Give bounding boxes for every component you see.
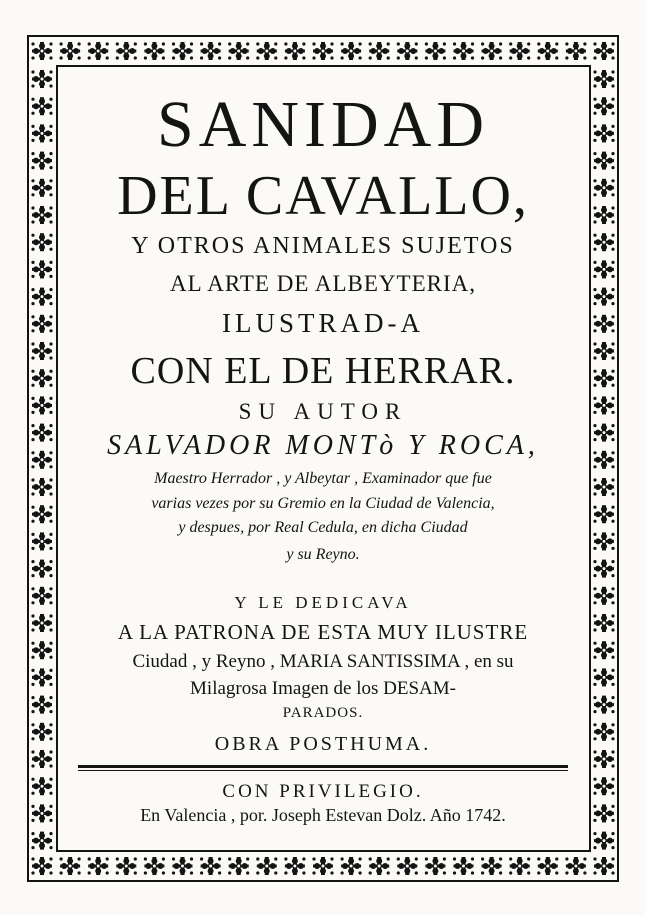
fleuron-ornament bbox=[593, 723, 614, 741]
fleuron-ornament bbox=[593, 668, 614, 686]
fleuron-ornament bbox=[593, 70, 614, 88]
with-line: CON EL DE HERRAR. bbox=[130, 350, 516, 392]
fleuron-ornament bbox=[509, 42, 530, 60]
fleuron-ornament bbox=[31, 42, 52, 60]
fleuron-ornament bbox=[88, 42, 109, 60]
fleuron-ornament bbox=[31, 777, 52, 795]
fleuron-ornament bbox=[593, 587, 614, 605]
fleuron-ornament bbox=[593, 288, 614, 306]
fleuron-ornament bbox=[593, 233, 614, 251]
title-line-1: SANIDAD bbox=[157, 88, 489, 161]
dedication-heading: Y LE DEDICAVA bbox=[234, 593, 412, 612]
fleuron-ornament bbox=[593, 206, 614, 224]
fleuron-ornament bbox=[593, 505, 614, 523]
fleuron-ornament bbox=[453, 857, 474, 875]
fleuron-ornament bbox=[397, 857, 418, 875]
fleuron-ornament bbox=[593, 478, 614, 496]
text-block bbox=[74, 82, 572, 827]
dedication-line-1: A LA PATRONA DE ESTA MUY ILUSTRE bbox=[117, 620, 529, 644]
fleuron-ornament bbox=[509, 857, 530, 875]
fleuron-ornament bbox=[31, 587, 52, 605]
fleuron-ornament bbox=[31, 124, 52, 142]
fleuron-ornament bbox=[31, 369, 52, 387]
fleuron-ornament bbox=[593, 179, 614, 197]
fleuron-ornament bbox=[31, 641, 52, 659]
author-heading: SU AUTOR bbox=[238, 399, 408, 424]
fleuron-ornament bbox=[31, 804, 52, 822]
fleuron-ornament bbox=[341, 42, 362, 60]
fleuron-ornament bbox=[31, 152, 52, 170]
fleuron-ornament bbox=[172, 42, 193, 60]
privilege-line: CON PRIVILEGIO. bbox=[222, 781, 424, 802]
fleuron-ornament bbox=[537, 42, 558, 60]
dedication-line-3: Milagrosa Imagen de los DESAM- bbox=[190, 678, 456, 699]
divider-rule bbox=[78, 765, 568, 768]
fleuron-ornament bbox=[31, 179, 52, 197]
fleuron-ornament bbox=[565, 42, 586, 60]
fleuron-ornament bbox=[200, 857, 221, 875]
dedication-line-2: Ciudad , y Reyno , MARIA SANTISSIMA , en su bbox=[132, 651, 514, 672]
fleuron-ornament bbox=[116, 42, 137, 60]
fleuron-ornament bbox=[31, 668, 52, 686]
fleuron-ornament bbox=[453, 42, 474, 60]
fleuron-ornament bbox=[31, 532, 52, 550]
fleuron-ornament bbox=[593, 342, 614, 360]
fleuron-ornament bbox=[88, 857, 109, 875]
fleuron-ornament bbox=[593, 696, 614, 714]
fleuron-ornament bbox=[31, 342, 52, 360]
fleuron-ornament bbox=[593, 124, 614, 142]
fleuron-ornament bbox=[537, 857, 558, 875]
fleuron-ornament bbox=[593, 42, 614, 60]
fleuron-ornament bbox=[31, 233, 52, 251]
fleuron-ornament bbox=[200, 42, 221, 60]
fleuron-ornament bbox=[172, 857, 193, 875]
fleuron-ornament bbox=[593, 396, 614, 414]
fleuron-ornament bbox=[256, 42, 277, 60]
fleuron-ornament bbox=[593, 857, 614, 875]
fleuron-ornament bbox=[593, 260, 614, 278]
fleuron-ornament bbox=[31, 857, 52, 875]
fleuron-ornament bbox=[60, 42, 81, 60]
fleuron-ornament bbox=[312, 857, 333, 875]
illustrated-line: ILUSTRAD-A bbox=[222, 308, 424, 338]
fleuron-ornament bbox=[593, 152, 614, 170]
fleuron-ornament bbox=[31, 288, 52, 306]
fleuron-ornament bbox=[565, 857, 586, 875]
fleuron-ornament bbox=[31, 614, 52, 632]
author-desc-line-1: Maestro Herrador , y Albeytar , Examinador que fue bbox=[154, 470, 492, 487]
author-desc-line-3: y despues, por Real Cedula, en dicha Ciudad bbox=[178, 519, 468, 536]
fleuron-ornament bbox=[593, 369, 614, 387]
subtitle-line-2: AL ARTE DE ALBEYTERIA, bbox=[170, 271, 476, 296]
fleuron-ornament bbox=[481, 42, 502, 60]
fleuron-ornament bbox=[31, 832, 52, 850]
fleuron-ornament bbox=[593, 641, 614, 659]
fleuron-ornament bbox=[228, 857, 249, 875]
fleuron-ornament bbox=[593, 777, 614, 795]
fleuron-ornament bbox=[425, 857, 446, 875]
fleuron-ornament bbox=[31, 396, 52, 414]
fleuron-ornament bbox=[31, 750, 52, 768]
fleuron-ornament bbox=[31, 70, 52, 88]
subtitle-line-1: Y OTROS ANIMALES SUJETOS bbox=[131, 233, 515, 259]
fleuron-ornament bbox=[284, 42, 305, 60]
fleuron-ornament bbox=[369, 42, 390, 60]
fleuron-ornament bbox=[341, 857, 362, 875]
divider-rule-thin bbox=[78, 770, 568, 771]
fleuron-ornament bbox=[593, 750, 614, 768]
fleuron-ornament bbox=[31, 451, 52, 469]
fleuron-ornament bbox=[31, 97, 52, 115]
fleuron-ornament bbox=[144, 42, 165, 60]
fleuron-ornament bbox=[256, 857, 277, 875]
author-desc-line-4: y su Reyno. bbox=[286, 546, 360, 563]
fleuron-ornament bbox=[116, 857, 137, 875]
fleuron-ornament bbox=[481, 857, 502, 875]
fleuron-ornament bbox=[60, 857, 81, 875]
fleuron-ornament bbox=[31, 478, 52, 496]
fleuron-ornament bbox=[284, 857, 305, 875]
fleuron-ornament bbox=[593, 451, 614, 469]
fleuron-ornament bbox=[593, 424, 614, 442]
author-name: SALVADOR MONTò Y ROCA, bbox=[107, 430, 539, 461]
dedication-line-4: PARADOS. bbox=[282, 705, 364, 721]
fleuron-ornament bbox=[593, 614, 614, 632]
fleuron-ornament bbox=[228, 42, 249, 60]
fleuron-ornament bbox=[593, 315, 614, 333]
fleuron-ornament bbox=[31, 424, 52, 442]
fleuron-ornament bbox=[369, 857, 390, 875]
fleuron-ornament bbox=[31, 560, 52, 578]
fleuron-ornament bbox=[593, 532, 614, 550]
title-line-2: DEL CAVALLO, bbox=[117, 165, 529, 227]
posthumous-line: OBRA POSTHUMA. bbox=[214, 733, 432, 755]
fleuron-ornament bbox=[425, 42, 446, 60]
fleuron-ornament bbox=[593, 560, 614, 578]
fleuron-ornament bbox=[31, 723, 52, 741]
fleuron-ornament bbox=[31, 505, 52, 523]
fleuron-ornament bbox=[312, 42, 333, 60]
fleuron-ornament bbox=[593, 832, 614, 850]
fleuron-ornament bbox=[397, 42, 418, 60]
fleuron-ornament bbox=[31, 315, 52, 333]
author-desc-line-2: varias vezes por su Gremio en la Ciudad de Valencia, bbox=[151, 495, 495, 512]
fleuron-ornament bbox=[31, 206, 52, 224]
fleuron-ornament bbox=[593, 804, 614, 822]
fleuron-ornament bbox=[144, 857, 165, 875]
fleuron-ornament bbox=[593, 97, 614, 115]
fleuron-ornament bbox=[31, 696, 52, 714]
imprint-line: En Valencia , por. Joseph Estevan Dolz. Año 1742. bbox=[140, 805, 506, 825]
fleuron-ornament bbox=[31, 260, 52, 278]
